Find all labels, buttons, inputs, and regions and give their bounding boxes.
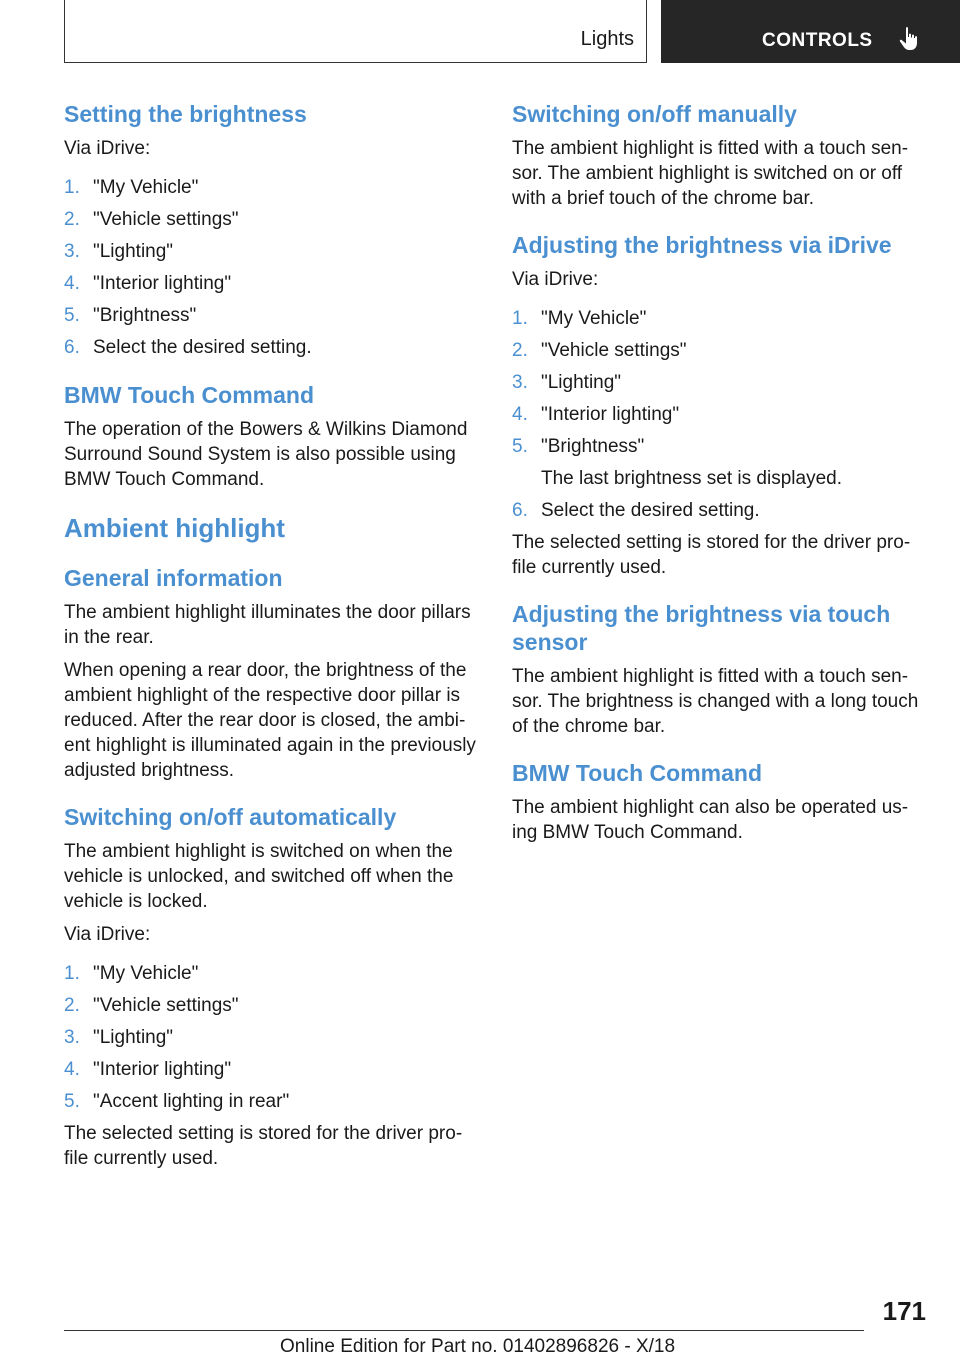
list-item: 2. "Vehicle settings" — [64, 995, 239, 1016]
section-title-switching-manually: Switching on/off manually — [512, 101, 797, 127]
list-item: 5. "Accent lighting in rear" — [64, 1091, 290, 1112]
section-title-brightness-touch-sensor: Adjusting the brightness via touch sensor — [512, 601, 891, 655]
section-title-setting-brightness: Setting the brightness — [64, 101, 307, 127]
page-number: 171 — [882, 1296, 926, 1326]
chapter-title-ambient-highlight: Ambient highlight — [64, 513, 285, 543]
paragraph-touch-sensor: The ambient highlight is fitted with a touch sensor. The brightness is changed with a long touch of the chrome bar. — [512, 666, 919, 737]
paragraph-via-idrive-3: Via iDrive: — [512, 269, 599, 290]
paragraph-via-idrive-2: Via iDrive: — [64, 924, 151, 945]
list-item: 3. "Lighting" — [512, 372, 622, 393]
list-item: 3. "Lighting" — [64, 241, 174, 262]
section-title-touch-command-2: BMW Touch Command — [512, 760, 762, 786]
header-section-label: Lights — [580, 28, 634, 50]
section-title-general-information: General information — [64, 565, 283, 591]
paragraph-switching-automatically: The ambient highlight is switched on when the vehicle is unlocked, and switched off when the vehicle is locked. — [64, 841, 454, 912]
paragraph-general-1: The ambient highlight illuminates the door pillars in the rear. — [64, 602, 471, 648]
pointing-hand-icon — [897, 26, 921, 57]
left-column — [64, 100, 479, 1171]
right-column — [512, 100, 927, 845]
steps-brightness-idrive — [512, 306, 927, 523]
section-title-touch-command: BMW Touch Command — [64, 382, 314, 408]
list-item: 1. "My Vehicle" — [64, 177, 199, 198]
list-item: 3. "Lighting" — [64, 1027, 174, 1048]
paragraph-stored-profile-2: The selected setting is stored for the driver profile currently used. — [512, 532, 911, 578]
list-item: 6. Select the desired setting. — [512, 500, 760, 521]
paragraph-via-idrive: Via iDrive: — [64, 138, 151, 159]
list-item: 4. "Interior lighting" — [512, 404, 680, 425]
list-item: 5. "Brightness" The last brightness set is displayed. — [512, 434, 927, 491]
section-title-brightness-idrive: Adjusting the brightness via iDrive — [512, 232, 892, 258]
list-item: 4. "Interior lighting" — [64, 1059, 232, 1080]
list-item: 2. "Vehicle settings" — [64, 209, 239, 230]
list-item: 6. Select the desired setting. — [64, 337, 312, 358]
header-chapter-box — [661, 0, 960, 63]
section-title-switching-automatically: Switching on/off automatically — [64, 804, 397, 830]
steps-accent-lighting — [64, 961, 479, 1114]
list-item: 5. "Brightness" — [64, 305, 197, 326]
list-item: 2. "Vehicle settings" — [512, 340, 687, 361]
list-item: 1. "My Vehicle" — [512, 308, 647, 329]
footer-edition: Online Edition for Part no. 01402896826 - X/18 — [280, 1336, 676, 1357]
step-note: The last brightness set is displayed. — [541, 468, 842, 489]
steps-setting-brightness — [64, 175, 479, 360]
header-section-box — [64, 0, 647, 63]
paragraph-touch-command-2: The ambient highlight can also be operated using BMW Touch Command. — [512, 797, 909, 843]
header-chapter-label: CONTROLS — [762, 30, 873, 51]
paragraph-touch-command: The operation of the Bowers & Wilkins Diamond Surround Sound System is also possible using BMW Touch Command. — [64, 419, 468, 490]
footer-rule — [64, 1330, 864, 1331]
paragraph-switching-manually: The ambient highlight is fitted with a touch sensor. The ambient highlight is switched on or off with a brief touch of the chrome bar. — [512, 138, 909, 209]
paragraph-general-2: When opening a rear door, the brightness of the ambient highlight of the respective door pillar is reduced. After the rear door is closed, the ambient highlight is illuminated again in the previously adjusted brightness. — [64, 660, 476, 781]
paragraph-stored-profile: The selected setting is stored for the driver profile currently used. — [64, 1123, 463, 1169]
list-item: 4. "Interior lighting" — [64, 273, 232, 294]
list-item: 1. "My Vehicle" — [64, 963, 199, 984]
